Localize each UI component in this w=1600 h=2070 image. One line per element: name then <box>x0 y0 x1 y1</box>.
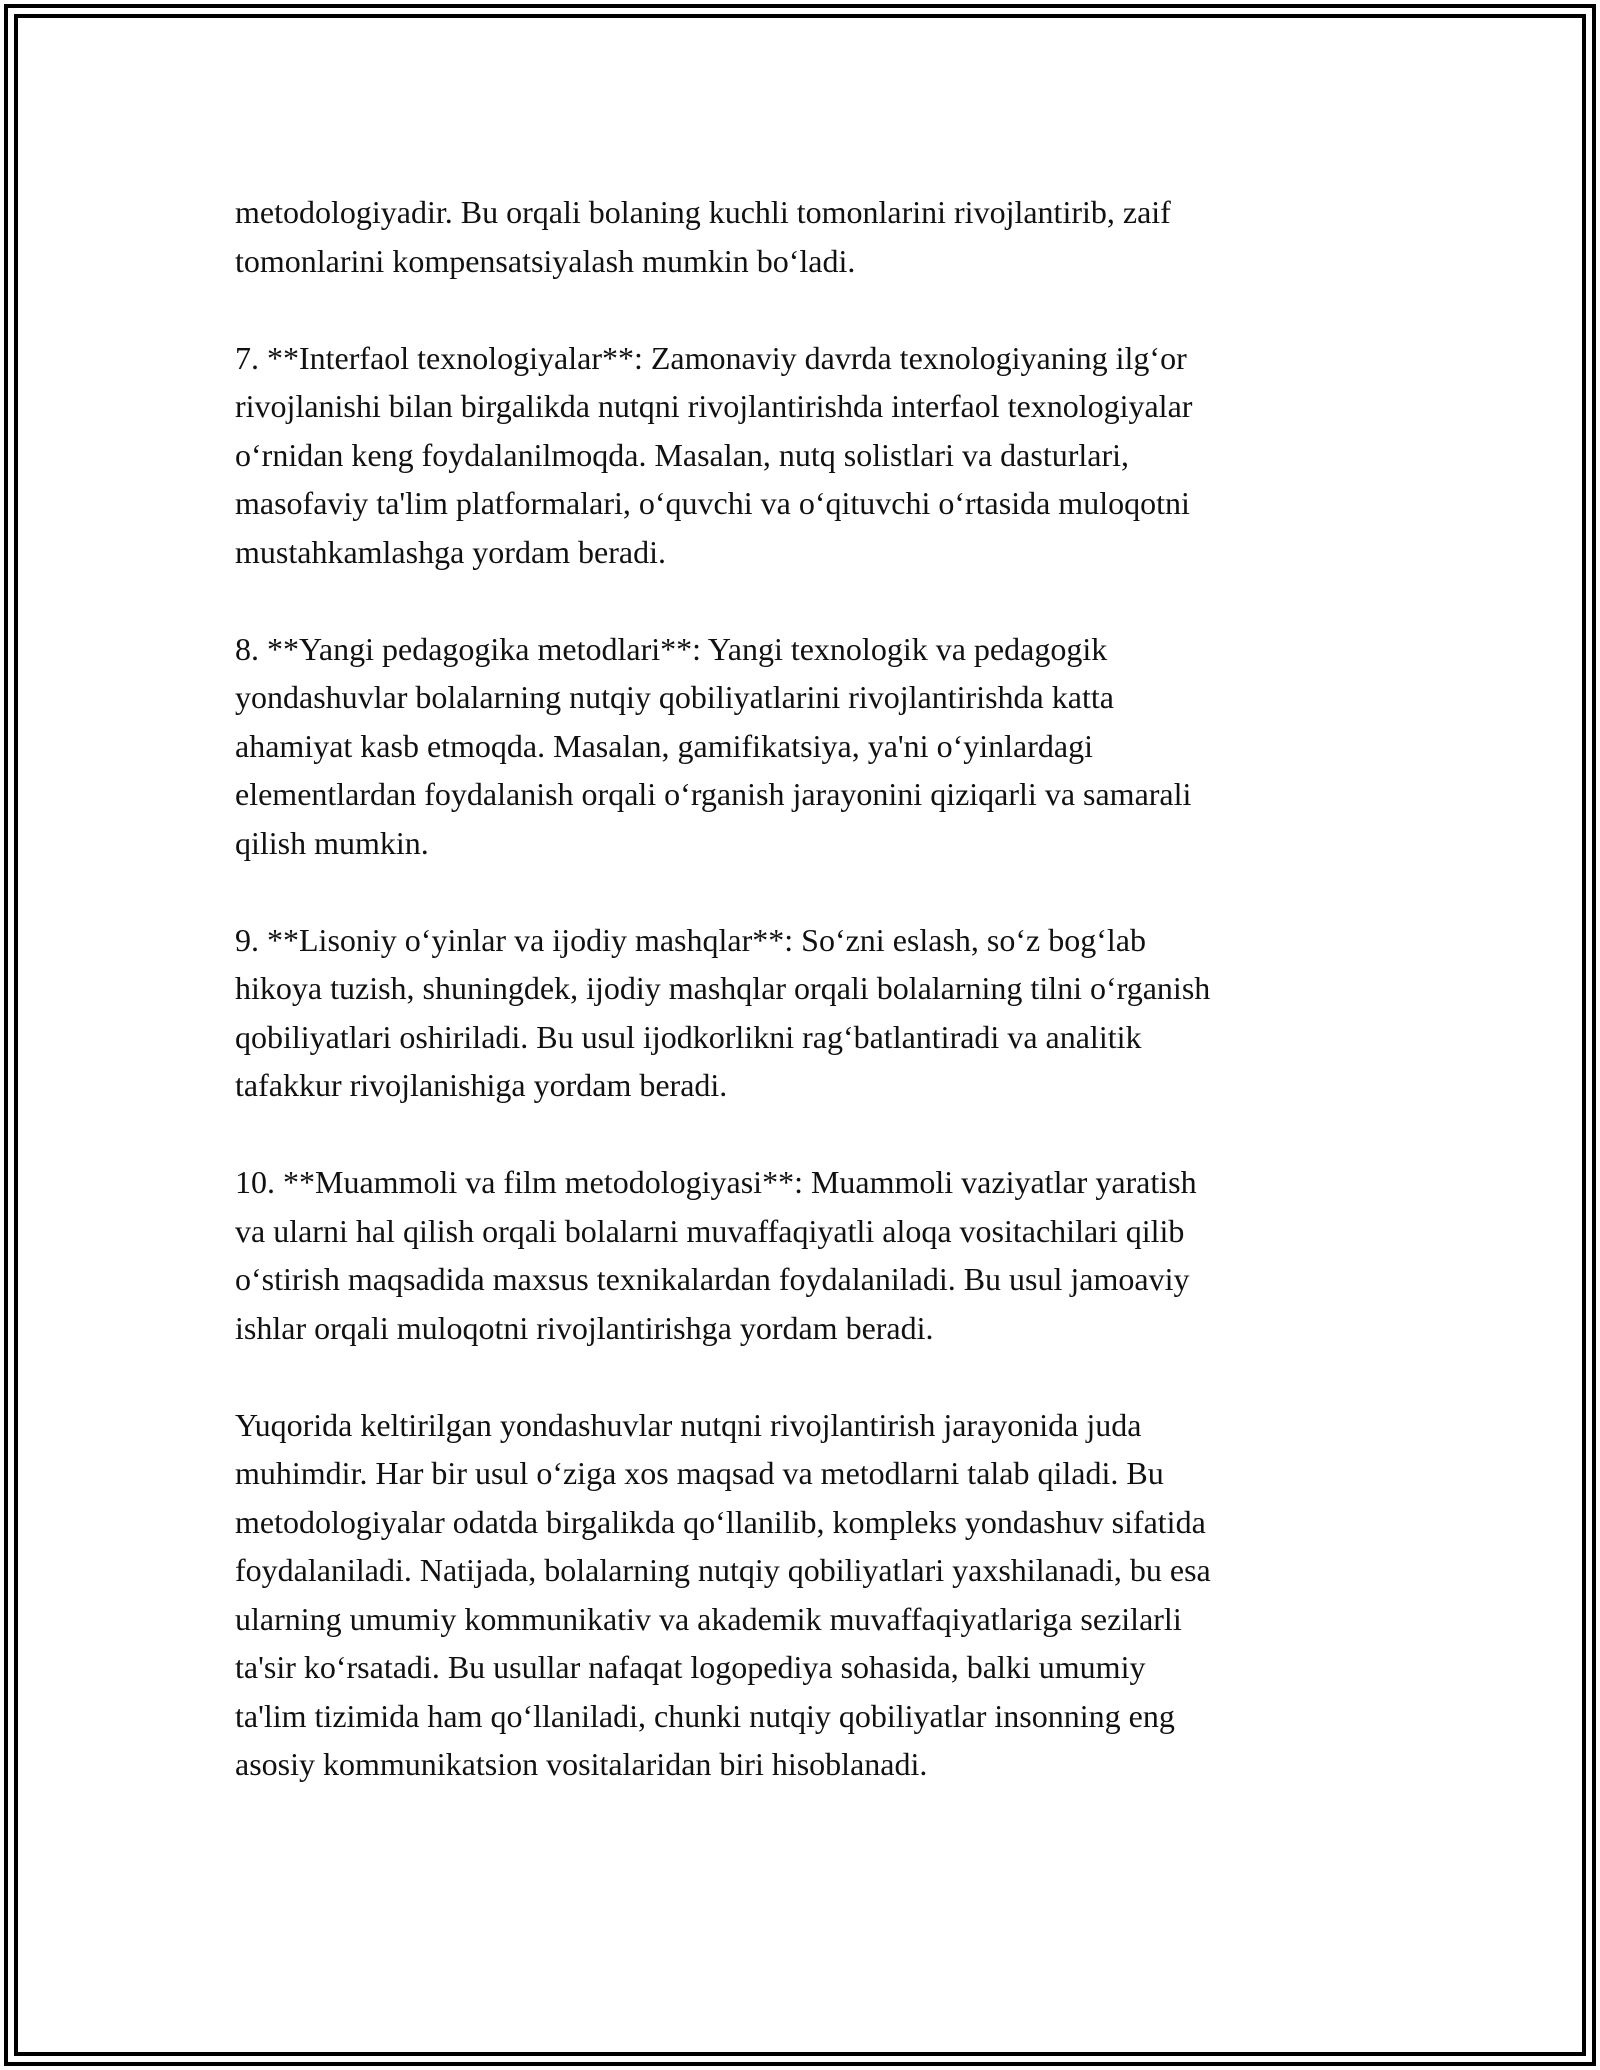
paragraph-continuation: metodologiyadir. Bu orqali bolaning kuchli tomonlarini rivojlantirib, zaif tomonlarini kompensatsiyalash mumkin bo‘ladi. <box>235 194 1171 279</box>
paragraph-item-8: 8. **Yangi pedagogika metodlari**: Yangi texnologik va pedagogik yondashuvlar bolalarning nutqiy qobiliyatlarini rivojlantirishda katta ahamiyat kasb etmoqda. Masalan, gamifikatsiya, ya'ni o‘yinlardagi elementlardan foydalanish orqali o‘rganish jarayonini qiziqarli va samarali qilish mumkin. <box>235 630 1192 861</box>
paragraph-item-10: 10. **Muammoli va film metodologiyasi**: Muammoli vaziyatlar yaratish va ularni hal qilish orqali bolalarni muvaffaqiyatli aloqa vositachilari qilib o‘stirish maqsadida maxsus texnikalardan foydalaniladi. Bu usul jamoaviy ishlar orqali muloqotni rivojlantirishga yordam beradi. <box>235 1164 1197 1346</box>
document-body <box>235 188 1375 1789</box>
paragraph-conclusion: Yuqorida keltirilgan yondashuvlar nutqni rivojlantirish jarayonida juda muhimdir. Har bir usul o‘ziga xos maqsad va metodlarni talab qiladi. Bu metodologiyalar odatda birgalikda qo‘llanilib, kompleks yondashuv sifatida foydalaniladi. Natijada, bolalarning nutqiy qobiliyatlari yaxshilanadi, bu esa ularning umumiy kommunikativ va akademik muvaffaqiyatlariga sezilarli ta'sir ko‘rsatadi. Bu usullar nafaqat logopediya sohasida, balki umumiy ta'lim tizimida ham qo‘llaniladi, chunki nutqiy qobiliyatlar insonning eng asosiy kommunikatsion vositalaridan biri hisoblanadi. <box>235 1406 1211 1782</box>
paragraph-item-9: 9. **Lisoniy o‘yinlar va ijodiy mashqlar**: So‘zni eslash, so‘z bog‘lab hikoya tuzish, shuningdek, ijodiy mashqlar orqali bolalarning tilni o‘rganish qobiliyatlari oshiriladi. Bu usul ijodkorlikni rag‘batlantiradi va analitik tafakkur rivojlanishiga yordam beradi. <box>235 921 1211 1103</box>
paragraph-item-7: 7. **Interfaol texnologiyalar**: Zamonaviy davrda texnologiyaning ilg‘or rivojlanishi bilan birgalikda nutqni rivojlantirishda interfaol texnologiyalar o‘rnidan keng foydalanilmoqda. Masalan, nutq solistlari va dasturlari, masofaviy ta'lim platformalari, o‘quvchi va o‘qituvchi o‘rtasida muloqotni mustahkamlashga yordam beradi. <box>235 339 1193 570</box>
